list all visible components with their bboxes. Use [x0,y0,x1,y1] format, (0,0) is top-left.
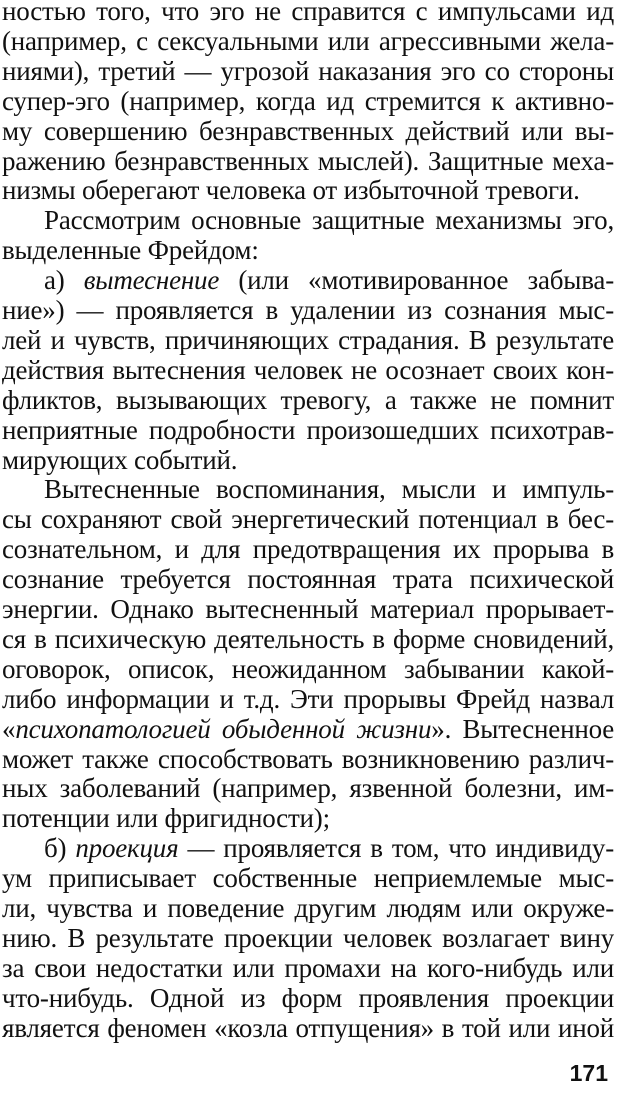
text-fragment: б) [44,833,76,864]
text-line: действия вытеснения человек не осознает своих кон- [2,354,614,385]
text-line: потенции или фригидности); [2,803,330,834]
italic-term: вытеснение [83,265,220,296]
text-line: лей и чувств, причиняющих страдания. В результате [2,324,614,355]
text-line: может также способствовать возникновению различ- [2,743,614,774]
text-line: ние») — проявляется в удалении из сознания мыс- [2,295,614,325]
text-line: ум приписывает собственные неприемлемые мыс- [2,863,614,894]
text-line: сы сохраняют свой энергетический потенциал в бес- [2,504,614,535]
text-line: му совершению безнравственных действий или вы- [2,115,614,146]
italic-term: проекция [75,833,179,864]
text-line: нию. В результате проекции человек возлагает вину [2,922,614,953]
italic-term: психопатологией обыденной жизни [15,713,432,744]
text-line: ных заболеваний (например, язвенной болезни, им- [2,773,614,804]
text-line: сознание требуется постоянная трата психической [2,564,614,595]
text-line: супер-эго (например, когда ид стремится к активно- [2,85,614,116]
text-line: ли, чувства и поведение другим людям или окруже- [2,893,614,923]
text-line: за свои недостатки или промахи на кого-нибудь или [2,952,614,983]
text-line: (например, с сексуальными или агрессивными жела- [2,25,614,56]
text-line: ражению безнравственных мыслей). Защитные меха- [2,145,614,176]
text-fragment: а) [44,265,84,296]
text-fragment: « [2,713,16,744]
text-fragment: ». Вытесненное [431,713,614,744]
text-line: либо информации и т.д. Эти прорывы Фрейд назвал [2,683,614,714]
text-line: сознательном, и для предотвращения их прорыва в [2,534,614,565]
text-line: ностью того, что эго не справится с импульсами ид [2,0,614,26]
text-fragment: — проявляется в том, что индивиду- [178,833,614,864]
text-fragment: (или «мотивированное забыва- [219,265,614,296]
text-line: выделенные Фрейдом: [2,235,259,266]
text-line: оговорок, описок, неожиданном забывании какой- [2,653,614,684]
text-line: является феномен «козла отпущения» в той или иной [2,1012,614,1043]
text-line: мирующих событий. [2,444,238,475]
text-line: Рассмотрим основные защитные механизмы эго, [44,205,614,236]
text-line: неприятные подробности произошедших психотрав- [2,414,614,445]
page-number: 171 [569,1060,608,1086]
text-line: Вытесненные воспоминания, мысли и импуль- [44,474,614,505]
text-line: низмы оберегают человека от избыточной тревоги. [2,175,580,206]
text-line: энергии. Однако вытесненный материал прорывает- [2,594,614,624]
text-line: что-нибудь. Одной из форм проявления проекции [2,982,614,1013]
text-line: ся в психическую деятельность в форме сновидений, [2,623,614,654]
text-line: фликтов, вызывающих тревогу, а также не помнит [2,384,614,415]
text-line: ниями), третий — угрозой наказания эго со стороны [2,55,614,86]
